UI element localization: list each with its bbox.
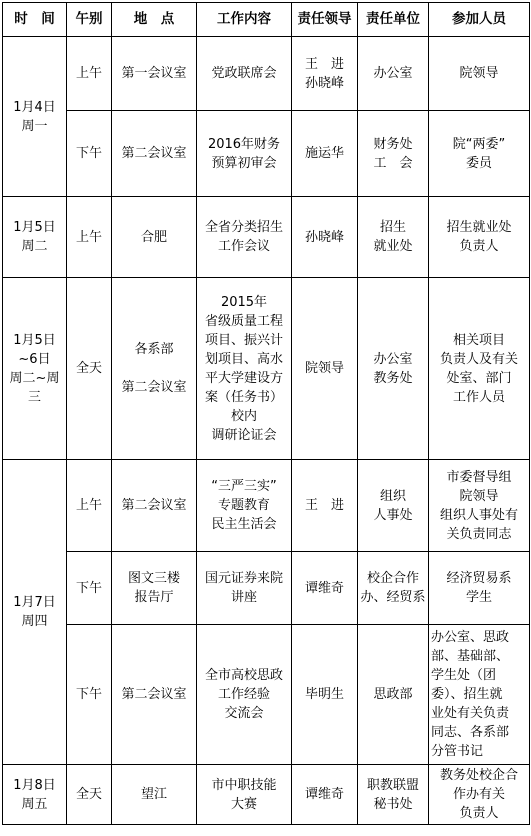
- period-cell: 全天: [67, 765, 112, 825]
- leader-cell: 谭维奇: [292, 552, 358, 625]
- schedule-table: [2, 2, 530, 825]
- header-row: [3, 3, 530, 37]
- content-cell: “三严三实” 专题教育 民主生活会: [197, 460, 292, 552]
- period-cell: 上午: [67, 460, 112, 552]
- period-cell: 下午: [67, 552, 112, 625]
- table-row: [3, 625, 530, 765]
- participants-cell: 院领导: [429, 37, 530, 111]
- leader-cell: 毕明生: [292, 625, 358, 765]
- leader-cell: 孙晓峰: [292, 197, 358, 278]
- date-cell: 1月5日 周二: [3, 197, 67, 278]
- participants-cell: 办公室、思政 部、基础部、 学生处（团 委）、招生就 业处有关负责 同志、各系部 分管书记: [429, 625, 530, 765]
- table-row: [3, 278, 530, 460]
- unit-cell: 思政部: [358, 625, 429, 765]
- content-cell: 全市高校思政 工作经验 交流会: [197, 625, 292, 765]
- period-cell: 下午: [67, 625, 112, 765]
- unit-cell: 财务处 工 会: [358, 111, 429, 197]
- leader-cell: 院领导: [292, 278, 358, 460]
- header-unit: 责任单位: [358, 3, 429, 37]
- period-cell: 上午: [67, 197, 112, 278]
- participants-cell: 招生就业处 负责人: [429, 197, 530, 278]
- table-row: [3, 765, 530, 825]
- table-row: [3, 552, 530, 625]
- unit-cell: 校企合作 办、经贸系: [358, 552, 429, 625]
- leader-cell: 王 进 孙晓峰: [292, 37, 358, 111]
- participants-cell: 经济贸易系 学生: [429, 552, 530, 625]
- place-cell: 第一会议室: [112, 37, 197, 111]
- unit-cell: 办公室: [358, 37, 429, 111]
- participants-cell: 院“两委” 委员: [429, 111, 530, 197]
- participants-cell: 相关项目 负责人及有关 处室、部门 工作人员: [429, 278, 530, 460]
- table-row: [3, 460, 530, 552]
- unit-cell: 组织 人事处: [358, 460, 429, 552]
- leader-cell: 谭维奇: [292, 765, 358, 825]
- content-cell: 2015年 省级质量工程 项目、振兴计 划项目、高水 平大学建设方 案（任务书） 校内 调研论证会: [197, 278, 292, 460]
- table-row: [3, 197, 530, 278]
- content-cell: 2016年财务 预算初审会: [197, 111, 292, 197]
- period-cell: 全天: [67, 278, 112, 460]
- table-row: [3, 37, 530, 111]
- period-cell: 下午: [67, 111, 112, 197]
- place-cell: 各系部 第二会议室: [112, 278, 197, 460]
- content-cell: 国元证券来院 讲座: [197, 552, 292, 625]
- content-cell: 党政联席会: [197, 37, 292, 111]
- table-row: [3, 111, 530, 197]
- date-cell: 1月5日 ~6日 周二~周 三: [3, 278, 67, 460]
- content-cell: 市中职技能 大赛: [197, 765, 292, 825]
- place-cell: 第二会议室: [112, 460, 197, 552]
- leader-cell: 施运华: [292, 111, 358, 197]
- header-place: 地 点: [112, 3, 197, 37]
- place-cell: 第二会议室: [112, 111, 197, 197]
- date-cell: 1月8日 周五: [3, 765, 67, 825]
- unit-cell: 招生 就业处: [358, 197, 429, 278]
- unit-cell: 办公室 教务处: [358, 278, 429, 460]
- period-cell: 上午: [67, 37, 112, 111]
- place-cell: 合肥: [112, 197, 197, 278]
- place-cell: 图文三楼 报告厅: [112, 552, 197, 625]
- place-cell: 望江: [112, 765, 197, 825]
- content-cell: 全省分类招生 工作会议: [197, 197, 292, 278]
- place-cell: 第二会议室: [112, 625, 197, 765]
- header-time: 时 间: [3, 3, 67, 37]
- participants-cell: 市委督导组 院领导 组织人事处有 关负责同志: [429, 460, 530, 552]
- header-participants: 参加人员: [429, 3, 530, 37]
- header-period: 午别: [67, 3, 112, 37]
- header-content: 工作内容: [197, 3, 292, 37]
- header-leader: 责任领导: [292, 3, 358, 37]
- leader-cell: 王 进: [292, 460, 358, 552]
- unit-cell: 职教联盟 秘书处: [358, 765, 429, 825]
- date-cell: 1月4日 周一: [3, 37, 67, 197]
- date-cell: 1月7日 周四: [3, 460, 67, 765]
- participants-cell: 教务处校企合 作办有关 负责人: [429, 765, 530, 825]
